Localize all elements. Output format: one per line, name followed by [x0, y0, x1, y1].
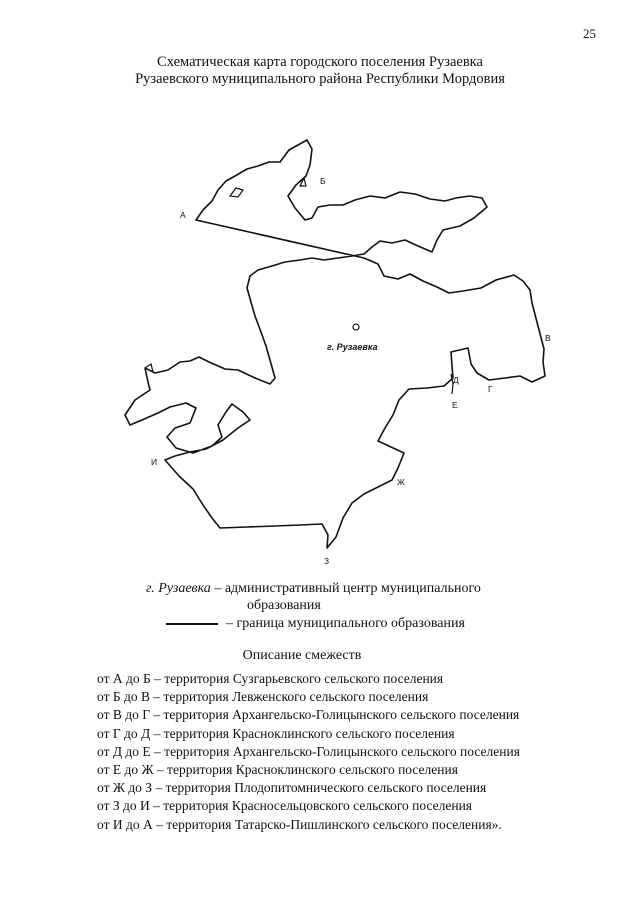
adjacency-line: от З до И – территория Красносельцовского сельского поселения	[97, 798, 473, 814]
title-line-1: Схематическая карта городского поселения Рузаевка	[157, 54, 483, 70]
adjacency-list	[97, 670, 520, 834]
boundary-notch-a	[230, 188, 243, 197]
adjacency-line: от Г до Д – территория Красноклинского сельского поселения	[97, 725, 455, 741]
adjacency-line: от Б до В – территория Левженского сельского поселения	[97, 689, 429, 705]
point-i-label: И	[151, 457, 158, 467]
point-v-label: В	[545, 333, 551, 343]
legend-boundary-row	[146, 615, 566, 632]
description-title: Описание смежеств	[242, 648, 362, 663]
point-z-label: З	[324, 556, 330, 566]
adjacency-line: от Ж до З – территория Плодопитомнического сельского поселения	[97, 780, 487, 796]
point-a-label: А	[180, 210, 186, 220]
adjacency-line: от Д до Е – территория Архангельско-Голицынского сельского поселения	[97, 743, 520, 759]
legend-city-desc: – административный центр муниципального	[210, 581, 481, 596]
point-b-label: Б	[320, 176, 326, 186]
city-label: г. Рузаевка	[327, 342, 378, 352]
adjacency-line: от И до А – территория Татарско-Пишлинского сельского поселения».	[97, 816, 502, 832]
legend-boundary-desc: – граница муниципального образования	[226, 616, 465, 631]
point-g-label: Г	[488, 384, 493, 394]
point-d-label: Д	[453, 375, 459, 385]
boundary-notch-b	[300, 178, 306, 186]
point-e-label: Е	[452, 400, 458, 410]
city-center-marker	[353, 324, 359, 330]
adjacency-line: от Е до Ж – территория Красноклинского сельского поселения	[97, 762, 458, 778]
legend-city-desc-cont: образования	[247, 598, 321, 613]
adjacency-line: от А до Б – территория Сузгарьевского сельского поселения	[97, 671, 444, 686]
point-zh-label: Ж	[397, 477, 405, 487]
map-legend	[146, 580, 566, 632]
title-line-2: Рузаевского муниципального района Республики Мордовия	[135, 71, 505, 87]
legend-city-name: г. Рузаевка	[146, 581, 211, 596]
adjacency-line: от В до Г – территория Архангельско-Голицынского сельского поселения	[97, 707, 520, 723]
page-number: 25	[583, 26, 596, 41]
boundary-line-sample	[166, 623, 218, 625]
legend-city-row	[146, 580, 566, 597]
